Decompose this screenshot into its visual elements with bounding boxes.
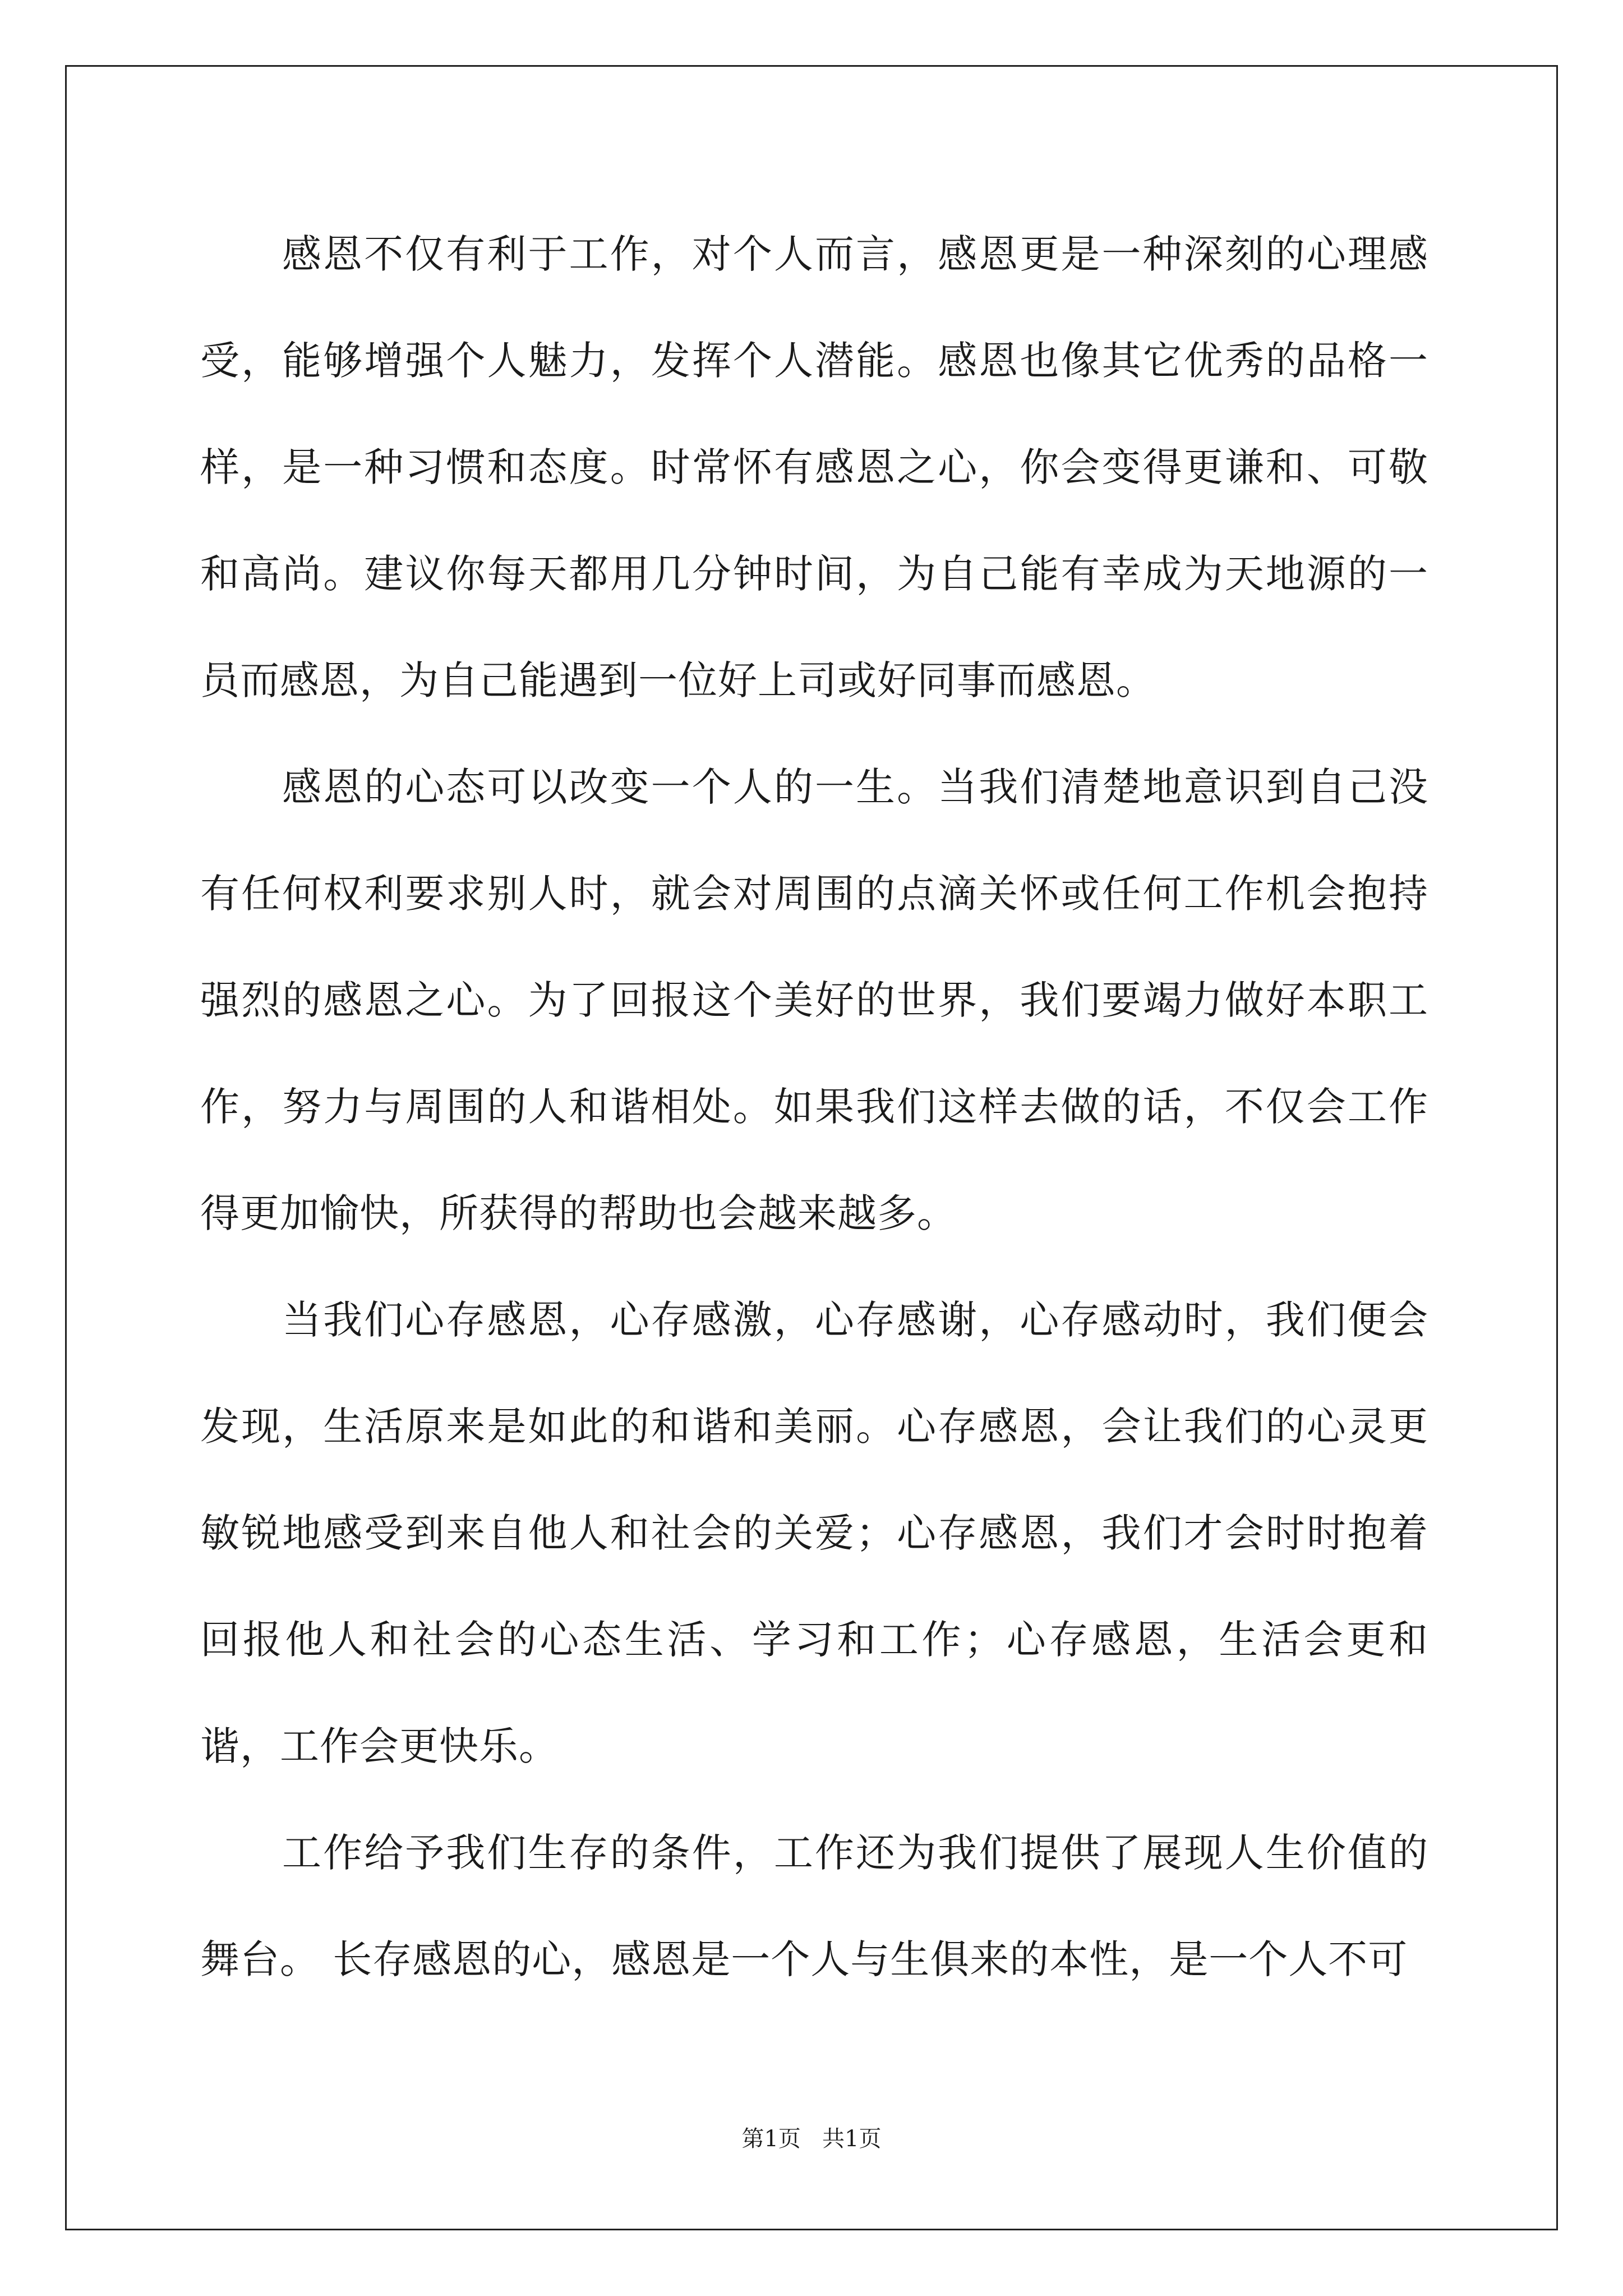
- document-body: [200, 201, 1428, 2013]
- page-number-footer: 第1页 共1页: [741, 2126, 882, 2152]
- paragraph-2: 感恩的心态可以改变一个人的一生。当我们清楚地意识到自己没有任何权利要求别人时，就会对周围的点滴关怀或任何工作机会抱持强烈的感恩之心。为了回报这个美好的世界，我们要竭力做好本职工作，努力与周围的人和谐相处。如果我们这样去做的话，不仅会工作得更加愉快，所获得的帮助也会越来越多。: [200, 764, 1428, 1236]
- paragraph-3: 当我们心存感恩，心存感激，心存感谢，心存感动时，我们便会发现，生活原来是如此的和谐和美丽。心存感恩，会让我们的心灵更敏锐地感受到来自他人和社会的关爱；心存感恩，我们才会时时抱着回报他人和社会的心态生活、学习和工作；心存感恩，生活会更和谐，工作会更快乐。: [200, 1297, 1428, 1769]
- paragraph-4: 工作给予我们生存的条件，工作还为我们提供了展现人生价值的舞台。 长存感恩的心，感恩是一个人与生俱来的本性，是一个人不可: [200, 1830, 1428, 1982]
- paragraph-1: 感恩不仅有利于工作，对个人而言，感恩更是一种深刻的心理感受，能够增强个人魅力，发挥个人潜能。感恩也像其它优秀的品格一样，是一种习惯和态度。时常怀有感恩之心，你会变得更谦和、可敬和高尚。建议你每天都用几分钟时间，为自己能有幸成为天地源的一员而感恩，为自己能遇到一位好上司或好同事而感恩。: [200, 231, 1428, 703]
